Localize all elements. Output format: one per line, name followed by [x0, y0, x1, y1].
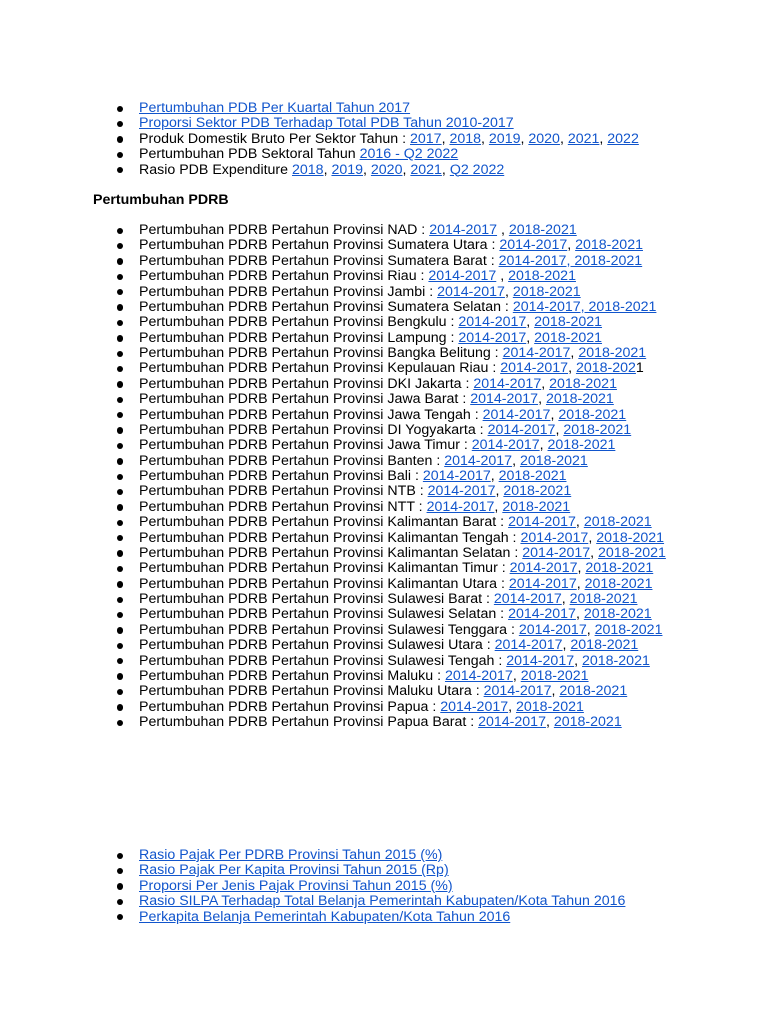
link-kalimantan-tengah-2018-2021[interactable]: 2018-2021	[596, 529, 665, 546]
link-separator: ,	[541, 375, 550, 392]
link-bengkulu-2018-2021[interactable]: 2018-2021	[534, 314, 603, 331]
link-suffix-text: 1	[635, 360, 644, 377]
link-ntt-2018-2021[interactable]: 2018-2021	[502, 498, 571, 515]
pdb-link-list	[139, 101, 639, 178]
pdrb-item-label: Pertumbuhan PDRB Pertahun Provinsi Kalimantan Barat :	[139, 514, 509, 531]
link-sulawesi-utara-2018-2021[interactable]: 2018-2021	[570, 637, 639, 654]
pdrb-item-bangka-belitung	[139, 346, 666, 361]
pdb-item-label: Rasio PDB Expenditure	[139, 161, 292, 178]
pdrb-item-label: Pertumbuhan PDRB Pertahun Provinsi Banten :	[139, 452, 445, 469]
pdrb-item-label: Pertumbuhan PDRB Pertahun Provinsi NTB :	[139, 483, 428, 500]
bullet-icon	[117, 167, 123, 173]
bullet-icon	[117, 673, 123, 679]
link-perkapita-belanja[interactable]: Perkapita Belanja Pemerintah Kabupaten/Kota Tahun 2016	[139, 908, 511, 925]
pdrb-item-sumatera-utara	[139, 238, 666, 253]
link-separator: ,	[555, 421, 564, 438]
link-separator: ,	[568, 360, 576, 377]
pajak-item	[139, 863, 625, 878]
link-sulawesi-barat-2018-2021[interactable]: 2018-2021	[569, 591, 638, 607]
pdrb-item-label: Pertumbuhan PDRB Pertahun Provinsi Maluku Utara :	[139, 683, 484, 700]
pdrb-item-sulawesi-tengah	[139, 654, 666, 669]
link-separator: ,	[441, 130, 450, 147]
link-sulawesi-selatan-2014-2017[interactable]: 2014-2017	[508, 606, 576, 623]
pdrb-item-jambi	[139, 285, 666, 300]
bullet-icon	[117, 106, 123, 112]
link-sulawesi-selatan-2018-2021[interactable]: 2018-2021	[583, 606, 652, 623]
bullet-icon	[117, 274, 123, 280]
pdrb-item-label: Pertumbuhan PDRB Pertahun Provinsi DKI Jakarta :	[139, 375, 474, 392]
pdrb-item-banten	[139, 454, 666, 469]
link-separator: ,	[538, 391, 546, 408]
bullet-icon	[117, 381, 123, 387]
pdrb-item-label: Pertumbuhan PDRB Pertahun Provinsi NAD :	[139, 222, 430, 238]
link-dki-jakarta-2014-2017[interactable]: 2014-2017	[473, 375, 542, 392]
bullet-icon	[117, 121, 123, 127]
pdrb-item-ntt	[139, 500, 666, 515]
pdrb-item-label: Pertumbuhan PDRB Pertahun Provinsi Kalimantan Selatan :	[139, 544, 523, 561]
section-heading-pertumbuhan-pdrb: Pertumbuhan PDRB	[93, 192, 229, 208]
pdrb-item-label: Pertumbuhan PDRB Pertahun Provinsi Sulawesi Tengah :	[139, 652, 507, 669]
bullet-icon	[117, 689, 123, 695]
link-sulawesi-barat-2014-2017[interactable]: 2014-2017	[493, 591, 562, 607]
pdrb-item-sumatera-selatan	[139, 300, 666, 315]
pdrb-item-riau	[139, 269, 666, 284]
link-lampung-2014-2017[interactable]: 2014-2017	[458, 329, 527, 346]
link-jawa-barat-2014-2017[interactable]: 2014-2017	[470, 391, 539, 408]
link-separator: ,	[496, 268, 509, 285]
pdrb-item-papua	[139, 700, 666, 715]
link-sulawesi-tenggara-2014-2017[interactable]: 2014-2017	[518, 621, 587, 638]
link-sumatera-barat-2014-2021[interactable]: 2014-2017, 2018-2021	[498, 252, 643, 269]
link-separator: ,	[567, 237, 576, 254]
link-bengkulu-2014-2017[interactable]: 2014-2017	[458, 314, 527, 331]
link-separator: ,	[526, 329, 535, 346]
bullet-icon	[117, 258, 123, 264]
link-jambi-2014-2017[interactable]: 2014-2017	[437, 283, 505, 300]
link-di-yogyakarta-2018-2021[interactable]: 2018-2021	[563, 421, 632, 438]
pdrb-item-label: Pertumbuhan PDRB Pertahun Provinsi Kalimantan Timur :	[139, 560, 510, 577]
pdrb-item-bali	[139, 469, 666, 484]
link-proporsi-sektor-pdb[interactable]: Proporsi Sektor PDB Terhadap Total PDB Tahun 2010-2017	[139, 115, 514, 132]
link-kalimantan-timur-2018-2021[interactable]: 2018-2021	[585, 560, 654, 577]
bullet-icon	[117, 335, 123, 341]
pdrb-item-label: Pertumbuhan PDRB Pertahun Provinsi Bangka Belitung :	[139, 345, 503, 361]
bullet-icon	[117, 228, 123, 234]
bullet-icon	[117, 351, 123, 357]
pdrb-item-label: Pertumbuhan PDRB Pertahun Provinsi Kalimantan Tengah :	[139, 529, 521, 546]
bullet-icon	[117, 136, 123, 142]
pdrb-item-label: Pertumbuhan PDRB Pertahun Provinsi NTT :	[139, 498, 427, 515]
link-separator: ,	[574, 652, 582, 669]
bullet-icon	[117, 612, 123, 618]
link-kalimantan-barat-2018-2021[interactable]: 2018-2021	[583, 514, 652, 531]
bullet-icon	[117, 412, 123, 418]
link-sumatera-utara-2014-2017[interactable]: 2014-2017	[499, 237, 568, 254]
link-separator: ,	[575, 514, 584, 531]
bullet-icon	[117, 489, 123, 495]
link-sulawesi-tenggara-2018-2021[interactable]: 2018-2021	[594, 621, 663, 638]
pdrb-item-sulawesi-barat	[139, 592, 666, 607]
link-maluku-utara-2014-2017[interactable]: 2014-2017	[483, 683, 552, 700]
link-kalimantan-selatan-2014-2017[interactable]: 2014-2017	[522, 544, 591, 561]
pdrb-item-bengkulu	[139, 315, 666, 330]
link-expenditure-q2-2022[interactable]: Q2 2022	[449, 161, 505, 178]
pdb-item-expenditure	[139, 163, 639, 178]
pdrb-item-label: Pertumbuhan PDRB Pertahun Provinsi Lampung :	[139, 329, 459, 346]
link-kalimantan-utara-2014-2017[interactable]: 2014-2017	[508, 575, 577, 592]
pdrb-item-sulawesi-selatan	[139, 607, 666, 622]
link-sulawesi-tengah-2014-2017[interactable]: 2014-2017	[506, 652, 575, 669]
pdrb-item-label: Pertumbuhan PDRB Pertahun Provinsi Papua :	[139, 698, 441, 715]
link-riau-2014-2017[interactable]: 2014-2017	[428, 268, 497, 285]
link-separator: ,	[577, 560, 586, 577]
link-lampung-2018-2021[interactable]: 2018-2021	[534, 329, 603, 346]
pdrb-item-label: Pertumbuhan PDRB Pertahun Provinsi Sumatera Barat :	[139, 252, 499, 269]
link-sulawesi-tengah-2018-2021[interactable]: 2018-2021	[582, 652, 650, 669]
pdrb-item-label: Pertumbuhan PDRB Pertahun Provinsi Riau :	[139, 268, 429, 285]
bullet-icon	[117, 883, 123, 889]
link-separator: ,	[559, 130, 568, 147]
link-rasio-silpa[interactable]: Rasio SILPA Terhadap Total Belanja Pemerintah Kabupaten/Kota Tahun 2016	[139, 893, 626, 910]
link-separator: ,	[497, 222, 509, 238]
link-kalimantan-tengah-2014-2017[interactable]: 2014-2017	[520, 529, 589, 546]
link-separator: ,	[441, 161, 450, 178]
link-expenditure-2021[interactable]: 2021	[410, 161, 442, 178]
bullet-icon	[117, 443, 123, 449]
pdrb-item-label: Pertumbuhan PDRB Pertahun Provinsi Bali :	[139, 468, 423, 484]
link-separator: ,	[575, 606, 584, 623]
bullet-icon	[117, 535, 123, 541]
link-rasio-pajak-per-kapita[interactable]: Rasio Pajak Per Kapita Provinsi Tahun 2015 (Rp)	[139, 862, 449, 879]
pajak-item	[139, 894, 625, 909]
pdb-item-kuartal	[139, 101, 639, 116]
link-maluku-2014-2017[interactable]: 2014-2017	[444, 667, 513, 684]
pdrb-item-sulawesi-utara	[139, 638, 666, 653]
pdb-item-produk-domestik-bruto	[139, 132, 639, 147]
pdrb-item-label: Pertumbuhan PDRB Pertahun Provinsi Kalimantan Utara :	[139, 575, 509, 592]
link-sumatera-selatan-2014-2021[interactable]: 2014-2017, 2018-2021	[512, 298, 657, 315]
bullet-icon	[117, 597, 123, 603]
bullet-icon	[117, 658, 123, 664]
pdrb-link-list	[139, 223, 666, 730]
link-separator: ,	[481, 130, 489, 147]
bullet-icon	[117, 304, 123, 310]
link-pdb-sektor-2020[interactable]: 2020	[528, 130, 560, 147]
link-maluku-utara-2018-2021[interactable]: 2018-2021	[559, 683, 628, 700]
pdrb-item-label: Pertumbuhan PDRB Pertahun Provinsi Sulawesi Barat :	[139, 591, 494, 607]
bullet-icon	[117, 914, 123, 920]
pajak-item	[139, 848, 625, 863]
link-papua-2018-2021[interactable]: 2018-2021	[516, 698, 584, 715]
link-separator: ,	[562, 637, 571, 654]
link-jawa-tengah-2018-2021[interactable]: 2018-2021	[558, 406, 627, 423]
link-separator: ,	[545, 714, 554, 730]
pdrb-item-kalimantan-barat	[139, 515, 666, 530]
pdrb-item-kalimantan-tengah	[139, 531, 666, 546]
link-bali-2018-2021[interactable]: 2018-2021	[498, 468, 567, 484]
bullet-icon	[117, 550, 123, 556]
link-nad-2018-2021[interactable]: 2018-2021	[508, 222, 577, 238]
link-sumatera-utara-2018-2021[interactable]: 2018-2021	[575, 237, 643, 254]
link-separator: ,	[512, 452, 520, 469]
pdrb-item-kepulauan-riau	[139, 361, 666, 376]
pajak-item	[139, 879, 625, 894]
pdrb-item-sumatera-barat	[139, 254, 666, 269]
bullet-icon	[117, 868, 123, 874]
link-separator: ,	[494, 498, 503, 515]
bullet-icon	[117, 899, 123, 905]
link-jawa-barat-2018-2021[interactable]: 2018-2021	[545, 391, 614, 408]
pdrb-item-ntb	[139, 484, 666, 499]
link-kalimantan-utara-2018-2021[interactable]: 2018-2021	[584, 575, 653, 592]
link-separator: ,	[508, 698, 517, 715]
link-separator: ,	[490, 468, 499, 484]
link-separator: ,	[551, 683, 560, 700]
pdrb-item-lampung	[139, 331, 666, 346]
link-separator: ,	[323, 161, 332, 178]
link-papua-barat-2018-2021[interactable]: 2018-2021	[553, 714, 622, 730]
link-kalimantan-barat-2014-2017[interactable]: 2014-2017	[508, 514, 576, 531]
link-rasio-pajak-per-pdrb[interactable]: Rasio Pajak Per PDRB Provinsi Tahun 2015 (%)	[139, 847, 443, 863]
link-banten-2018-2021[interactable]: 2018-2021	[519, 452, 588, 469]
pdrb-item-jawa-tengah	[139, 408, 666, 423]
link-banten-2014-2017[interactable]: 2014-2017	[444, 452, 513, 469]
pdrb-item-label: Pertumbuhan PDRB Pertahun Provinsi DI Yogyakarta :	[139, 421, 488, 438]
bullet-icon	[117, 397, 123, 403]
pdrb-item-label: Pertumbuhan PDRB Pertahun Provinsi Sumatera Utara :	[139, 237, 500, 254]
pdrb-item-label: Pertumbuhan PDRB Pertahun Provinsi Bengkulu :	[139, 314, 459, 331]
bullet-icon	[117, 320, 123, 326]
link-separator: ,	[561, 591, 570, 607]
link-separator: ,	[539, 437, 548, 454]
link-pdb-sektor-2022[interactable]: 2022	[607, 130, 639, 147]
link-expenditure-2019[interactable]: 2019	[331, 161, 364, 178]
pdrb-item-jawa-barat	[139, 392, 666, 407]
pdb-item-label: Produk Domestik Bruto Per Sektor Tahun :	[139, 130, 411, 147]
pdrb-item-di-yogyakarta	[139, 423, 666, 438]
pdrb-item-label: Pertumbuhan PDRB Pertahun Provinsi Kepulauan Riau :	[139, 360, 501, 377]
pdrb-item-maluku	[139, 669, 666, 684]
pdrb-item-sulawesi-tenggara	[139, 623, 666, 638]
pajak-item	[139, 910, 625, 925]
pdrb-item-nad	[139, 223, 666, 238]
link-nad-2014-2017[interactable]: 2014-2017	[429, 222, 498, 238]
pdrb-item-kalimantan-selatan	[139, 546, 666, 561]
link-kepulauan-riau-2018-2021[interactable]: 2018-202	[575, 360, 636, 377]
pdb-item-label: Pertumbuhan PDB Sektoral Tahun	[139, 146, 360, 163]
link-bali-2014-2017[interactable]: 2014-2017	[422, 468, 491, 484]
pdrb-item-label: Pertumbuhan PDRB Pertahun Provinsi Sulawesi Utara :	[139, 637, 495, 654]
bullet-icon	[117, 643, 123, 649]
pdrb-item-label: Pertumbuhan PDRB Pertahun Provinsi Papua Barat :	[139, 714, 479, 730]
link-kalimantan-timur-2014-2017[interactable]: 2014-2017	[509, 560, 578, 577]
link-sulawesi-utara-2014-2017[interactable]: 2014-2017	[494, 637, 563, 654]
pdrb-item-kalimantan-utara	[139, 577, 666, 592]
link-pdb-sektor-2019[interactable]: 2019	[488, 130, 521, 147]
pdrb-item-maluku-utara	[139, 684, 666, 699]
link-pdb-sektor-2021[interactable]: 2021	[567, 130, 600, 147]
pdrb-item-label: Pertumbuhan PDRB Pertahun Provinsi Jawa Barat :	[139, 391, 471, 408]
link-kepulauan-riau-2014-2017[interactable]: 2014-2017	[500, 360, 569, 377]
bullet-icon	[117, 704, 123, 710]
link-ntb-2018-2021[interactable]: 2018-2021	[503, 483, 572, 500]
link-jawa-timur-2014-2017[interactable]: 2014-2017	[471, 437, 540, 454]
link-dki-jakarta-2018-2021[interactable]: 2018-2021	[549, 375, 617, 392]
link-separator: ,	[570, 345, 579, 361]
link-kalimantan-selatan-2018-2021[interactable]: 2018-2021	[598, 544, 666, 561]
pdrb-item-papua-barat	[139, 715, 666, 730]
bullet-icon	[117, 581, 123, 587]
link-pdb-sektor-2018[interactable]: 2018	[449, 130, 482, 147]
pdrb-item-dki-jakarta	[139, 377, 666, 392]
pajak-link-list	[139, 848, 625, 925]
link-separator: ,	[402, 161, 411, 178]
bullet-icon	[117, 243, 123, 249]
link-jawa-timur-2018-2021[interactable]: 2018-2021	[547, 437, 616, 454]
link-pertumbuhan-pdb-per-kuartal-2017[interactable]: Pertumbuhan PDB Per Kuartal Tahun 2017	[139, 100, 411, 116]
link-separator: ,	[588, 529, 597, 546]
link-separator: ,	[599, 130, 608, 147]
bullet-icon	[117, 627, 123, 633]
link-jawa-tengah-2014-2017[interactable]: 2014-2017	[482, 406, 551, 423]
link-ntb-2014-2017[interactable]: 2014-2017	[427, 483, 496, 500]
link-pdb-sektoral-2016-q2-2022[interactable]: 2016 - Q2 2022	[359, 146, 459, 163]
bullet-icon	[117, 520, 123, 526]
link-bangka-belitung-2014-2017[interactable]: 2014-2017	[502, 345, 571, 361]
bullet-icon	[117, 366, 123, 372]
link-papua-barat-2014-2017[interactable]: 2014-2017	[478, 714, 546, 730]
link-proporsi-jenis-pajak[interactable]: Proporsi Per Jenis Pajak Provinsi Tahun 2015 (%)	[139, 877, 453, 894]
link-di-yogyakarta-2014-2017[interactable]: 2014-2017	[487, 421, 556, 438]
link-riau-2018-2021[interactable]: 2018-2021	[508, 268, 576, 285]
bullet-icon	[117, 458, 123, 464]
link-separator: ,	[550, 406, 559, 423]
pdrb-item-label: Pertumbuhan PDRB Pertahun Provinsi Jambi :	[139, 283, 438, 300]
link-jambi-2018-2021[interactable]: 2018-2021	[512, 283, 581, 300]
link-bangka-belitung-2018-2021[interactable]: 2018-2021	[578, 345, 647, 361]
link-separator: ,	[512, 667, 521, 684]
bullet-icon	[117, 566, 123, 572]
link-separator: ,	[504, 283, 513, 300]
link-pdb-sektor-2017[interactable]: 2017	[410, 130, 442, 147]
pdrb-item-label: Pertumbuhan PDRB Pertahun Provinsi Sumatera Selatan :	[139, 298, 513, 315]
link-separator: ,	[520, 130, 529, 147]
link-expenditure-2018[interactable]: 2018	[292, 161, 324, 178]
link-expenditure-2020[interactable]: 2020	[370, 161, 403, 178]
bullet-icon	[117, 504, 123, 510]
bullet-icon	[117, 474, 123, 480]
pdb-item-sektoral	[139, 147, 639, 162]
link-separator: ,	[586, 621, 595, 638]
bullet-icon	[117, 152, 123, 158]
link-separator: ,	[363, 161, 371, 178]
bullet-icon	[117, 720, 123, 726]
link-separator: ,	[576, 575, 585, 592]
link-papua-2014-2017[interactable]: 2014-2017	[440, 698, 509, 715]
link-ntt-2014-2017[interactable]: 2014-2017	[426, 498, 495, 515]
pdrb-item-label: Pertumbuhan PDRB Pertahun Provinsi Sulawesi Tenggara :	[139, 621, 519, 638]
link-maluku-2018-2021[interactable]: 2018-2021	[520, 667, 589, 684]
pdrb-item-label: Pertumbuhan PDRB Pertahun Provinsi Jawa Timur :	[139, 437, 472, 454]
pdb-item-proporsi-sektor	[139, 116, 639, 131]
pdrb-item-kalimantan-timur	[139, 561, 666, 576]
pdrb-item-label: Pertumbuhan PDRB Pertahun Provinsi Maluku :	[139, 667, 445, 684]
bullet-icon	[117, 427, 123, 433]
link-separator: ,	[495, 483, 504, 500]
bullet-icon	[117, 853, 123, 859]
pdrb-item-jawa-timur	[139, 438, 666, 453]
pdrb-item-label: Pertumbuhan PDRB Pertahun Provinsi Sulawesi Selatan :	[139, 606, 509, 623]
bullet-icon	[117, 289, 123, 295]
link-separator: ,	[590, 544, 599, 561]
link-separator: ,	[526, 314, 535, 331]
pdrb-item-label: Pertumbuhan PDRB Pertahun Provinsi Jawa Tengah :	[139, 406, 483, 423]
